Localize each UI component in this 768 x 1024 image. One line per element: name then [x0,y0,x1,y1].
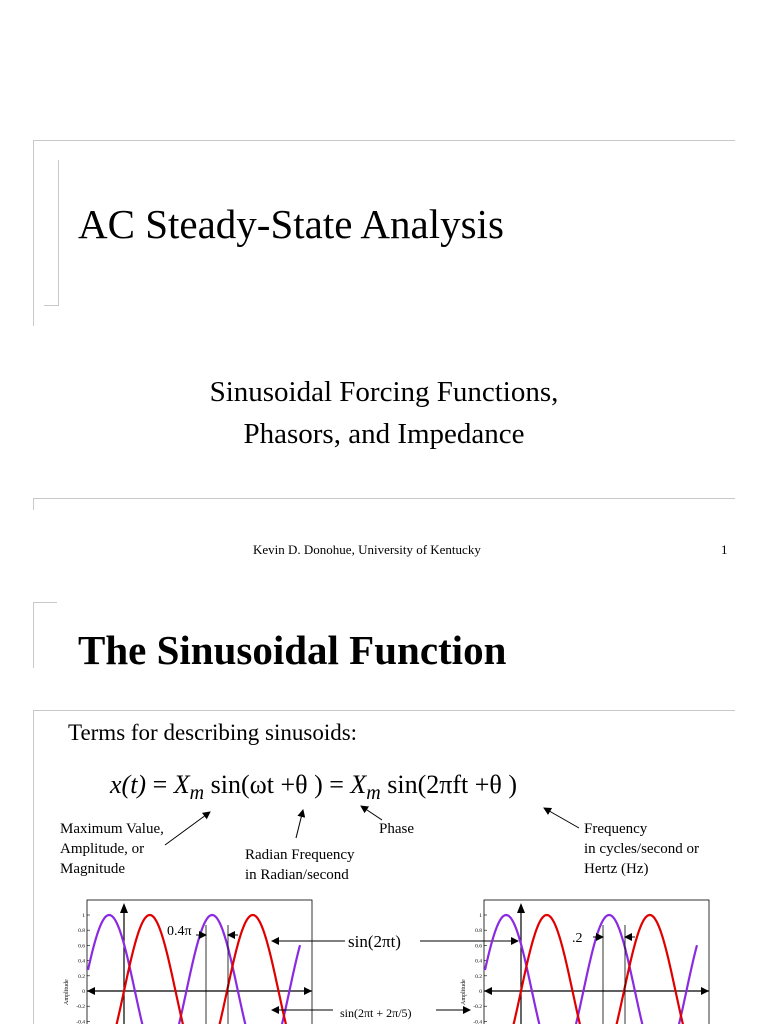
right-yaxis-arrowhead [517,903,525,913]
left-ytick-label: 0.4 [78,958,85,965]
label-radian-line2: in Radian/second [245,867,349,883]
label-phase: Phase [379,821,414,837]
eq-xm-2: X [350,770,367,799]
right-shift-label: .2 [572,931,583,946]
slide1-subtitle-line2: Phasors, and Impedance [243,418,525,450]
label-frequency-line2: in cycles/second or [584,841,699,857]
left-ytick-label: -0.4 [76,1019,85,1024]
left-ytick-label: 0 [82,989,85,995]
right-ytick-label: 1 [479,913,482,919]
label-max-value-line2: Amplitude, or [60,841,145,857]
right-ytick-label: 0.6 [475,943,482,950]
right-ytick-label: 0 [479,989,482,995]
right-ytick-label: 0.2 [475,973,482,980]
left-ytick-label: 0.8 [78,928,85,935]
eq-m-subscript-1: m [189,782,205,805]
eq-sin-2pift: sin(2πft +θ ) [387,770,518,799]
slide1-subtitle-line1: Sinusoidal Forcing Functions, [209,376,559,408]
slide1-page-number: 1 [721,542,728,557]
label-max-value-line1: Maximum Value, [60,821,164,837]
slide2-intro: Terms for describing sinusoids: [68,720,358,745]
left-ytick-label: 0.2 [78,973,85,980]
label-max-value-line3: Magnitude [60,861,125,877]
right-ytick-label: 0.4 [475,958,482,965]
left-shift-label: 0.4π [167,924,192,939]
eq-x-of-t: x(t) [110,770,147,799]
right-ytick-label: -0.2 [473,1004,482,1011]
left-plot-ylabel: Amplitude [64,979,70,1005]
left-xaxis-arrowhead-right [304,987,312,995]
eq-m-subscript-2: m [366,782,381,805]
left-ytick-label: 0.6 [78,943,85,950]
slide1-title: AC Steady-State Analysis [78,201,504,247]
left-yaxis-arrowhead [120,903,128,913]
left-ytick-label: -0.2 [76,1004,85,1011]
right-ytick-label: 0.8 [475,928,482,935]
left-ytick-label: 1 [82,913,85,919]
right-plot-ylabel: Amplitude [461,979,467,1005]
label-radian-line1: Radian Frequency [245,847,355,863]
slide1-footer-author: Kevin D. Donohue, University of Kentucky [253,542,481,557]
eq-equals-1: = [152,770,168,799]
eq-xm-1: X [173,770,190,799]
right-xaxis-arrowhead-right [701,987,709,995]
center-sin-shift-label: sin(2πt + 2π/5) [340,1006,412,1020]
label-frequency-line3: Hertz (Hz) [584,861,649,877]
eq-sin-omega: sin(ωt +θ ) [210,770,323,799]
label-frequency-line1: Frequency [584,821,648,837]
right-ytick-label: -0.4 [473,1019,482,1024]
center-sin-label: sin(2πt) [348,932,401,951]
eq-equals-2: = [329,770,344,799]
slide2-title: The Sinusoidal Function [78,627,507,673]
